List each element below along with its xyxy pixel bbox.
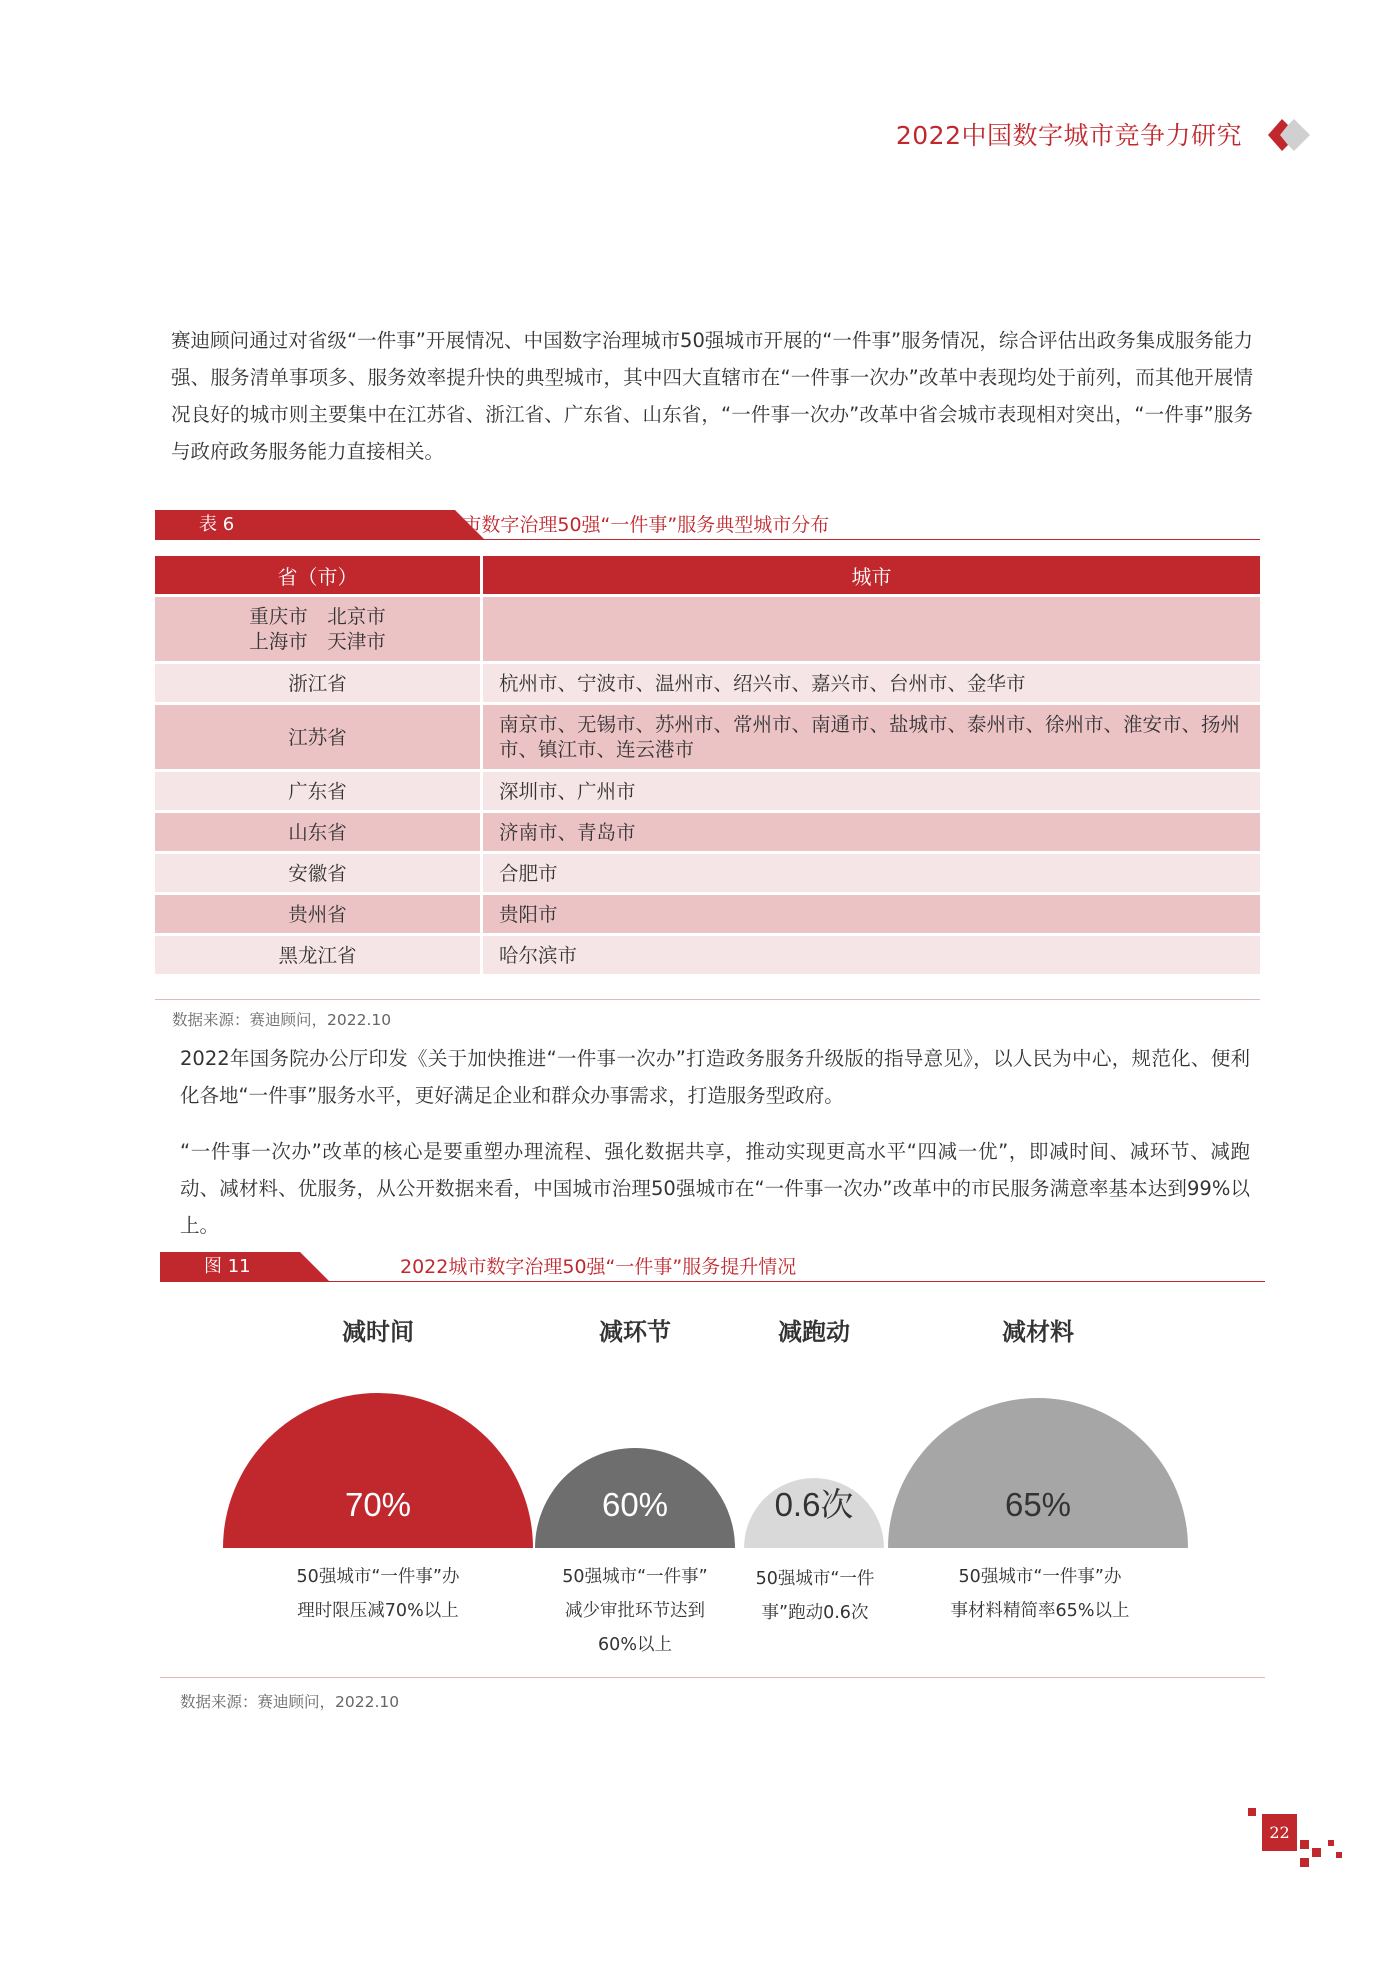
table-caption bbox=[155, 510, 1260, 540]
table-row bbox=[155, 895, 1260, 933]
province-cell: 重庆市 北京市 上海市 天津市 bbox=[155, 597, 480, 661]
metric-title-materials: 减材料 bbox=[1002, 1318, 1074, 1346]
province-cell: 广东省 bbox=[155, 772, 480, 810]
metric-title-trips: 减跑动 bbox=[778, 1318, 850, 1346]
province-cell: 黑龙江省 bbox=[155, 936, 480, 974]
figure-source: 数据来源：赛迪顾问，2022.10 bbox=[180, 1693, 400, 1711]
table-row bbox=[155, 664, 1260, 702]
decor-dot bbox=[1248, 1808, 1256, 1816]
table-source: 数据来源：赛迪顾问，2022.10 bbox=[172, 1011, 392, 1029]
province-cell: 安徽省 bbox=[155, 854, 480, 892]
value-label-steps: 60% bbox=[601, 1486, 669, 1523]
province-cell: 贵州省 bbox=[155, 895, 480, 933]
table-row bbox=[155, 813, 1260, 851]
decor-dot bbox=[1300, 1858, 1309, 1867]
province-cell: 山东省 bbox=[155, 813, 480, 851]
decor-dot bbox=[1336, 1852, 1342, 1858]
metric-desc-trips: 50强城市“一件 事”跑动0.6次 bbox=[755, 1569, 875, 1623]
cities-cell: 济南市、青岛市 bbox=[480, 813, 1260, 851]
metric-desc-steps: 50强城市“一件事” 减少审批环节达到 60%以上 bbox=[562, 1567, 708, 1655]
figure-bottom-rule bbox=[160, 1677, 1265, 1678]
metric-title-steps: 减环节 bbox=[599, 1318, 671, 1346]
intro-paragraph: 赛迪顾问通过对省级“一件事”开展情况、中国数字治理城市50强城市开展的“一件事”服务情况，综合评估出政务集成服务能力强、服务清单事项多、服务效率提升快的典型城市，其中四大直辖市在“一件事一次办”改革中表现均处于前列，而其他开展情况良好的城市则主要集中在江苏省、浙江省、广东省、山东省，“一件事一次办”改革中省会城市表现相对突出，“一件事”服务与政府政务服务能力直接相关。 bbox=[171, 329, 1253, 463]
city-distribution-table bbox=[155, 553, 1260, 977]
decor-dot bbox=[1328, 1840, 1334, 1846]
table-row bbox=[155, 936, 1260, 974]
core-paragraph: “一件事一次办”改革的核心是要重塑办理流程、强化数据共享，推动实现更高水平“四减一优”，即减时间、减环节、减跑动、减材料、优服务，从公开数据来看，中国城市治理50强城市在“一件事一次办”改革中的市民服务满意率基本达到99%以上。 bbox=[180, 1140, 1250, 1237]
cities-cell: 哈尔滨市 bbox=[480, 936, 1260, 974]
table-title: 2022城市数字治理50强“一件事”服务典型城市分布 bbox=[395, 514, 830, 536]
table-bottom-rule bbox=[155, 999, 1260, 1000]
metric-title-time: 减时间 bbox=[342, 1318, 414, 1346]
cities-cell: 深圳市、广州市 bbox=[480, 772, 1260, 810]
header-province: 省（市） bbox=[155, 556, 480, 594]
province-cell: 江苏省 bbox=[155, 705, 480, 769]
metric-desc-time: 50强城市“一件事”办 理时限压减70%以上 bbox=[296, 1567, 460, 1621]
page-number: 22 bbox=[1262, 1814, 1297, 1851]
cities-cell bbox=[480, 597, 1260, 661]
table-row bbox=[155, 597, 1260, 661]
table-row bbox=[155, 705, 1260, 769]
decor-dot bbox=[1300, 1840, 1309, 1849]
table-row bbox=[155, 854, 1260, 892]
province-cell: 浙江省 bbox=[155, 664, 480, 702]
table-label: 表 6 bbox=[199, 514, 235, 535]
figure-label: 图 11 bbox=[204, 1256, 251, 1277]
value-label-time: 70% bbox=[344, 1486, 412, 1523]
cities-cell: 合肥市 bbox=[480, 854, 1260, 892]
semicircle-chart bbox=[200, 1350, 1210, 1560]
header-cities: 城市 bbox=[480, 556, 1260, 594]
figure-caption bbox=[160, 1252, 1265, 1282]
table-row bbox=[155, 772, 1260, 810]
cities-cell: 南京市、无锡市、苏州市、常州市、南通市、盐城市、泰州市、徐州市、淮安市、扬州市、镇江市、连云港市 bbox=[480, 705, 1260, 769]
report-title: 2022中国数字城市竞争力研究 bbox=[895, 121, 1242, 150]
diamond-logo-icon bbox=[1262, 115, 1322, 155]
cities-cell: 贵阳市 bbox=[480, 895, 1260, 933]
metric-desc-materials: 50强城市“一件事”办 事材料精简率65%以上 bbox=[950, 1567, 1130, 1621]
value-label-trips: 0.6次 bbox=[774, 1486, 854, 1523]
table-header-row bbox=[155, 556, 1260, 594]
figure-title: 2022城市数字治理50强“一件事”服务提升情况 bbox=[400, 1256, 797, 1278]
policy-paragraph: 2022年国务院办公厅印发《关于加快推进“一件事一次办”打造政务服务升级版的指导意见》，以人民为中心，规范化、便利化各地“一件事”服务水平，更好满足企业和群众办事需求，打造服务型政府。 bbox=[180, 1047, 1250, 1107]
value-label-materials: 65% bbox=[1004, 1486, 1072, 1523]
semicircle-time bbox=[223, 1393, 533, 1548]
cities-cell: 杭州市、宁波市、温州市、绍兴市、嘉兴市、台州市、金华市 bbox=[480, 664, 1260, 702]
decor-dot bbox=[1312, 1848, 1321, 1857]
semicircle-materials bbox=[888, 1398, 1188, 1548]
